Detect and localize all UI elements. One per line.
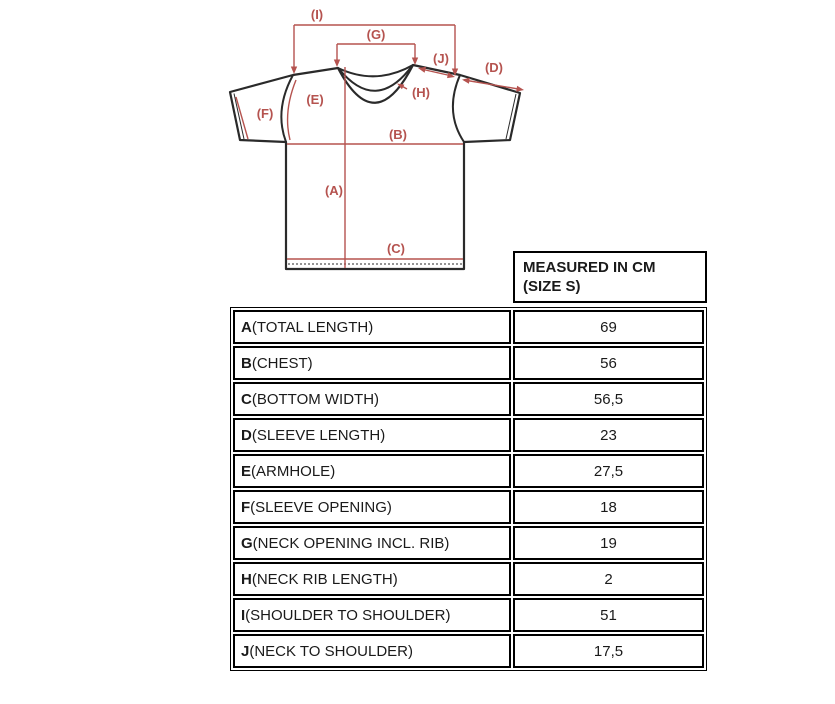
- tshirt-outline: [230, 65, 520, 269]
- measure-label: (SLEEVE OPENING): [250, 498, 392, 516]
- dimension-label-b: (B): [388, 127, 408, 142]
- measure-key: I: [241, 606, 246, 624]
- measure-key: J: [241, 642, 250, 660]
- dimension-label-f: (F): [256, 106, 274, 121]
- measure-value: 18: [513, 490, 704, 524]
- dimension-label-j: (J): [433, 51, 449, 66]
- dimension-label-g: (G): [366, 27, 386, 42]
- measure-value: 19: [513, 526, 704, 560]
- arrowhead-g-left: [334, 60, 340, 68]
- measure-value: 56: [513, 346, 704, 380]
- measure-value: 69: [513, 310, 704, 344]
- table-row: [233, 562, 704, 596]
- measure-key: G: [241, 534, 253, 552]
- measure-label: (CHEST): [251, 354, 313, 372]
- measure-label: (NECK TO SHOULDER): [249, 642, 413, 660]
- arrowhead-d-right: [516, 86, 524, 92]
- table-row: [233, 454, 704, 488]
- dimension-label-e: (E): [306, 92, 324, 107]
- table-row: [233, 634, 704, 668]
- measure-value: 2: [513, 562, 704, 596]
- measure-key: F: [241, 498, 251, 516]
- table-row: [233, 526, 704, 560]
- measure-key: H: [241, 570, 252, 588]
- measure-label: (TOTAL LENGTH): [251, 318, 374, 336]
- measure-key: A: [241, 318, 252, 336]
- measure-value: 51: [513, 598, 704, 632]
- measure-key: D: [241, 426, 252, 444]
- measure-label: (ARMHOLE): [251, 462, 336, 480]
- dimension-label-c: (C): [386, 241, 406, 256]
- measure-value: 27,5: [513, 454, 704, 488]
- measure-value: 17,5: [513, 634, 704, 668]
- dimension-label-d: (D): [484, 60, 504, 75]
- collar-back-edge: [338, 65, 413, 76]
- measure-value: 23: [513, 418, 704, 452]
- dimension-label-h: (H): [411, 85, 431, 100]
- measure-value: 56,5: [513, 382, 704, 416]
- measure-label: (SHOULDER TO SHOULDER): [245, 606, 451, 624]
- measure-key: C: [241, 390, 252, 408]
- measure-label: (BOTTOM WIDTH): [251, 390, 380, 408]
- measure-label: (SLEEVE LENGTH): [251, 426, 386, 444]
- measure-label: (NECK RIB LENGTH): [251, 570, 398, 588]
- table-row: [233, 598, 704, 632]
- measurement-table: [230, 307, 707, 671]
- tshirt-measurement-diagram: [195, 0, 545, 285]
- dimension-line-g: [337, 44, 415, 63]
- table-header-text: MEASURED IN CM (SIZE S): [523, 258, 656, 295]
- measure-label: (NECK OPENING INCL. RIB): [252, 534, 450, 552]
- table-row: [233, 346, 704, 380]
- dimension-label-i: (I): [310, 7, 324, 22]
- table-row: [233, 382, 704, 416]
- arrowhead-i-left: [291, 67, 297, 75]
- table-row: [233, 490, 704, 524]
- arrowhead-g-right: [412, 58, 418, 66]
- table-header-cell: [513, 251, 707, 303]
- table-row: [233, 418, 704, 452]
- measure-key: E: [241, 462, 252, 480]
- measure-key: B: [241, 354, 252, 372]
- table-row: [233, 310, 704, 344]
- dimension-label-a: (A): [324, 183, 344, 198]
